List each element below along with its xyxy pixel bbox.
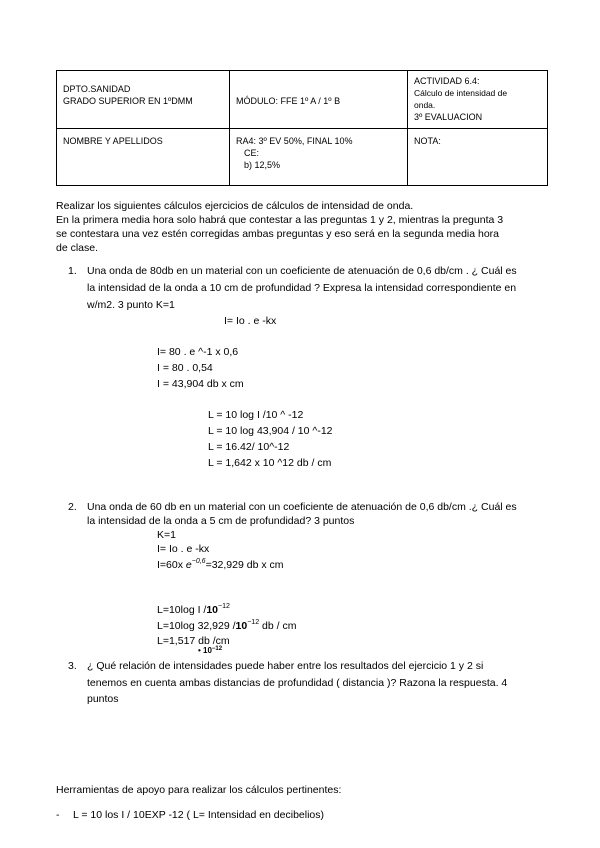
q1-line2: la intensidad de la onda a 10 cm de profundidad ? Expresa la intensidad correspondiente en [87,282,517,294]
activity-desc2: onda. [414,100,436,110]
q2-log2-exp: −12 [247,619,260,626]
ra-line: RA4: 3º EV 50%, FINAL 10% [236,136,353,146]
ce-label: CE: [244,148,260,158]
dept-cell [57,71,230,129]
q2-calc-result: =32,929 db x cm [205,559,284,571]
q2-calc [157,558,284,574]
intro-line4: de clase. [56,242,99,254]
module-label: MÓDULO: FFE 1º A / 1º B [236,96,341,106]
q1-calc2: I = 80 . 0,54 [157,362,213,374]
q3-line3: puntos [87,693,119,705]
tools-item1: L = 10 los I / 10EXP -12 ( L= Intensidad en decibelios) [73,809,324,821]
q2-log1-prefix: L=10log I / [157,604,207,616]
q1-number: 1. [68,265,77,277]
q1-log2: L = 10 log 43,904 / 10 ^-12 [208,425,333,437]
activity-title: ACTIVIDAD 6.4: [414,76,480,86]
q2-log1-ten: 10 [206,604,219,616]
q1-formula: I= Io . e -kx [224,315,277,327]
q1-log4: L = 1,642 x 10 ^12 db / cm [208,457,332,469]
q2-calc-e: e [185,559,192,571]
q1-log3: L = 16.42/ 10^-12 [208,441,290,453]
q2-log2-suffix: db / cm [259,620,297,632]
q2-log3: L=1,517 db /cm [157,635,230,647]
module-cell [230,71,408,129]
q1-calc1: I= 80 . e ^-1 x 0,6 [157,346,239,358]
q2-number: 2. [68,501,77,513]
q2-handwritten-exp: −12 [211,646,223,652]
q3-number: 3. [68,660,77,672]
header-table [56,70,548,186]
q2-formula: I= Io . e -kx [157,543,210,555]
criteria-cell [230,129,408,186]
q2-line2: la intensidad de la onda a 5 cm de profundidad? 3 puntos [87,515,355,527]
q2-log1 [157,603,230,619]
intro-line3: se contestara una vez estén corregidas ambas preguntas y eso será en la segunda media hora [56,228,500,240]
grade-label: NOTA: [414,136,441,146]
q1-line1: Una onda de 80db en un material con un coeficiente de atenuación de 0,6 db/cm . ¿ Cuál es [87,265,517,277]
activity-cell [408,71,548,129]
q2-log2-ten: 10 [235,620,248,632]
name-label: NOMBRE Y APELLIDOS [63,136,163,146]
q1-calc3: I = 43,904 db x cm [157,378,244,390]
q2-handwritten-ten: • 10 [198,646,212,655]
q3-line1: ¿ Qué relación de intensidades puede haber entre los resultados del ejercicio 1 y 2 si [87,660,484,672]
q2-k: K=1 [157,529,176,541]
activity-desc1: Cálculo de intensidad de [414,88,508,98]
q3-line2: tenemos en cuenta ambas distancias de profundidad ( distancia )? Razona la respuesta. 4 [87,677,508,689]
q1-line3: w/m2. 3 punto K=1 [87,299,175,311]
q2-log2 [157,619,296,635]
name-cell [57,129,230,186]
q2-line1: Una onda de 60 db en un material con un coeficiente de atenuación de 0,6 db/cm .¿ Cuál es [87,501,517,513]
q2-log1-exp: −12 [218,603,230,610]
intro-line2: En la primera media hora solo habrá que contestar a las preguntas 1 y 2, mientras la pregunta 3 [56,214,504,226]
q2-calc-prefix: I=60x [157,559,183,571]
ce-value: b) 12,5% [244,160,281,170]
q2-calc-exp: −0,6 [191,558,206,565]
q2-log2-prefix: L=10log 32,929 / [157,620,236,632]
activity-eval: 3º EVALUACION [414,112,483,122]
intro-line1: Realizar los siguientes cálculos ejercicios de cálculos de intensidad de onda. [56,200,414,212]
q1-log1: L = 10 log I /10 ^ -12 [208,409,304,421]
tools-title: Herramientas de apoyo para realizar los cálculos pertinentes: [56,784,342,796]
dept-line1: DPTO.SANIDAD [63,84,131,94]
dept-line2: GRADO SUPERIOR EN 1ºDMM [63,96,193,106]
grade-cell [408,129,548,186]
tools-bullet: - [56,809,60,821]
q2-handwritten-note [198,646,222,655]
